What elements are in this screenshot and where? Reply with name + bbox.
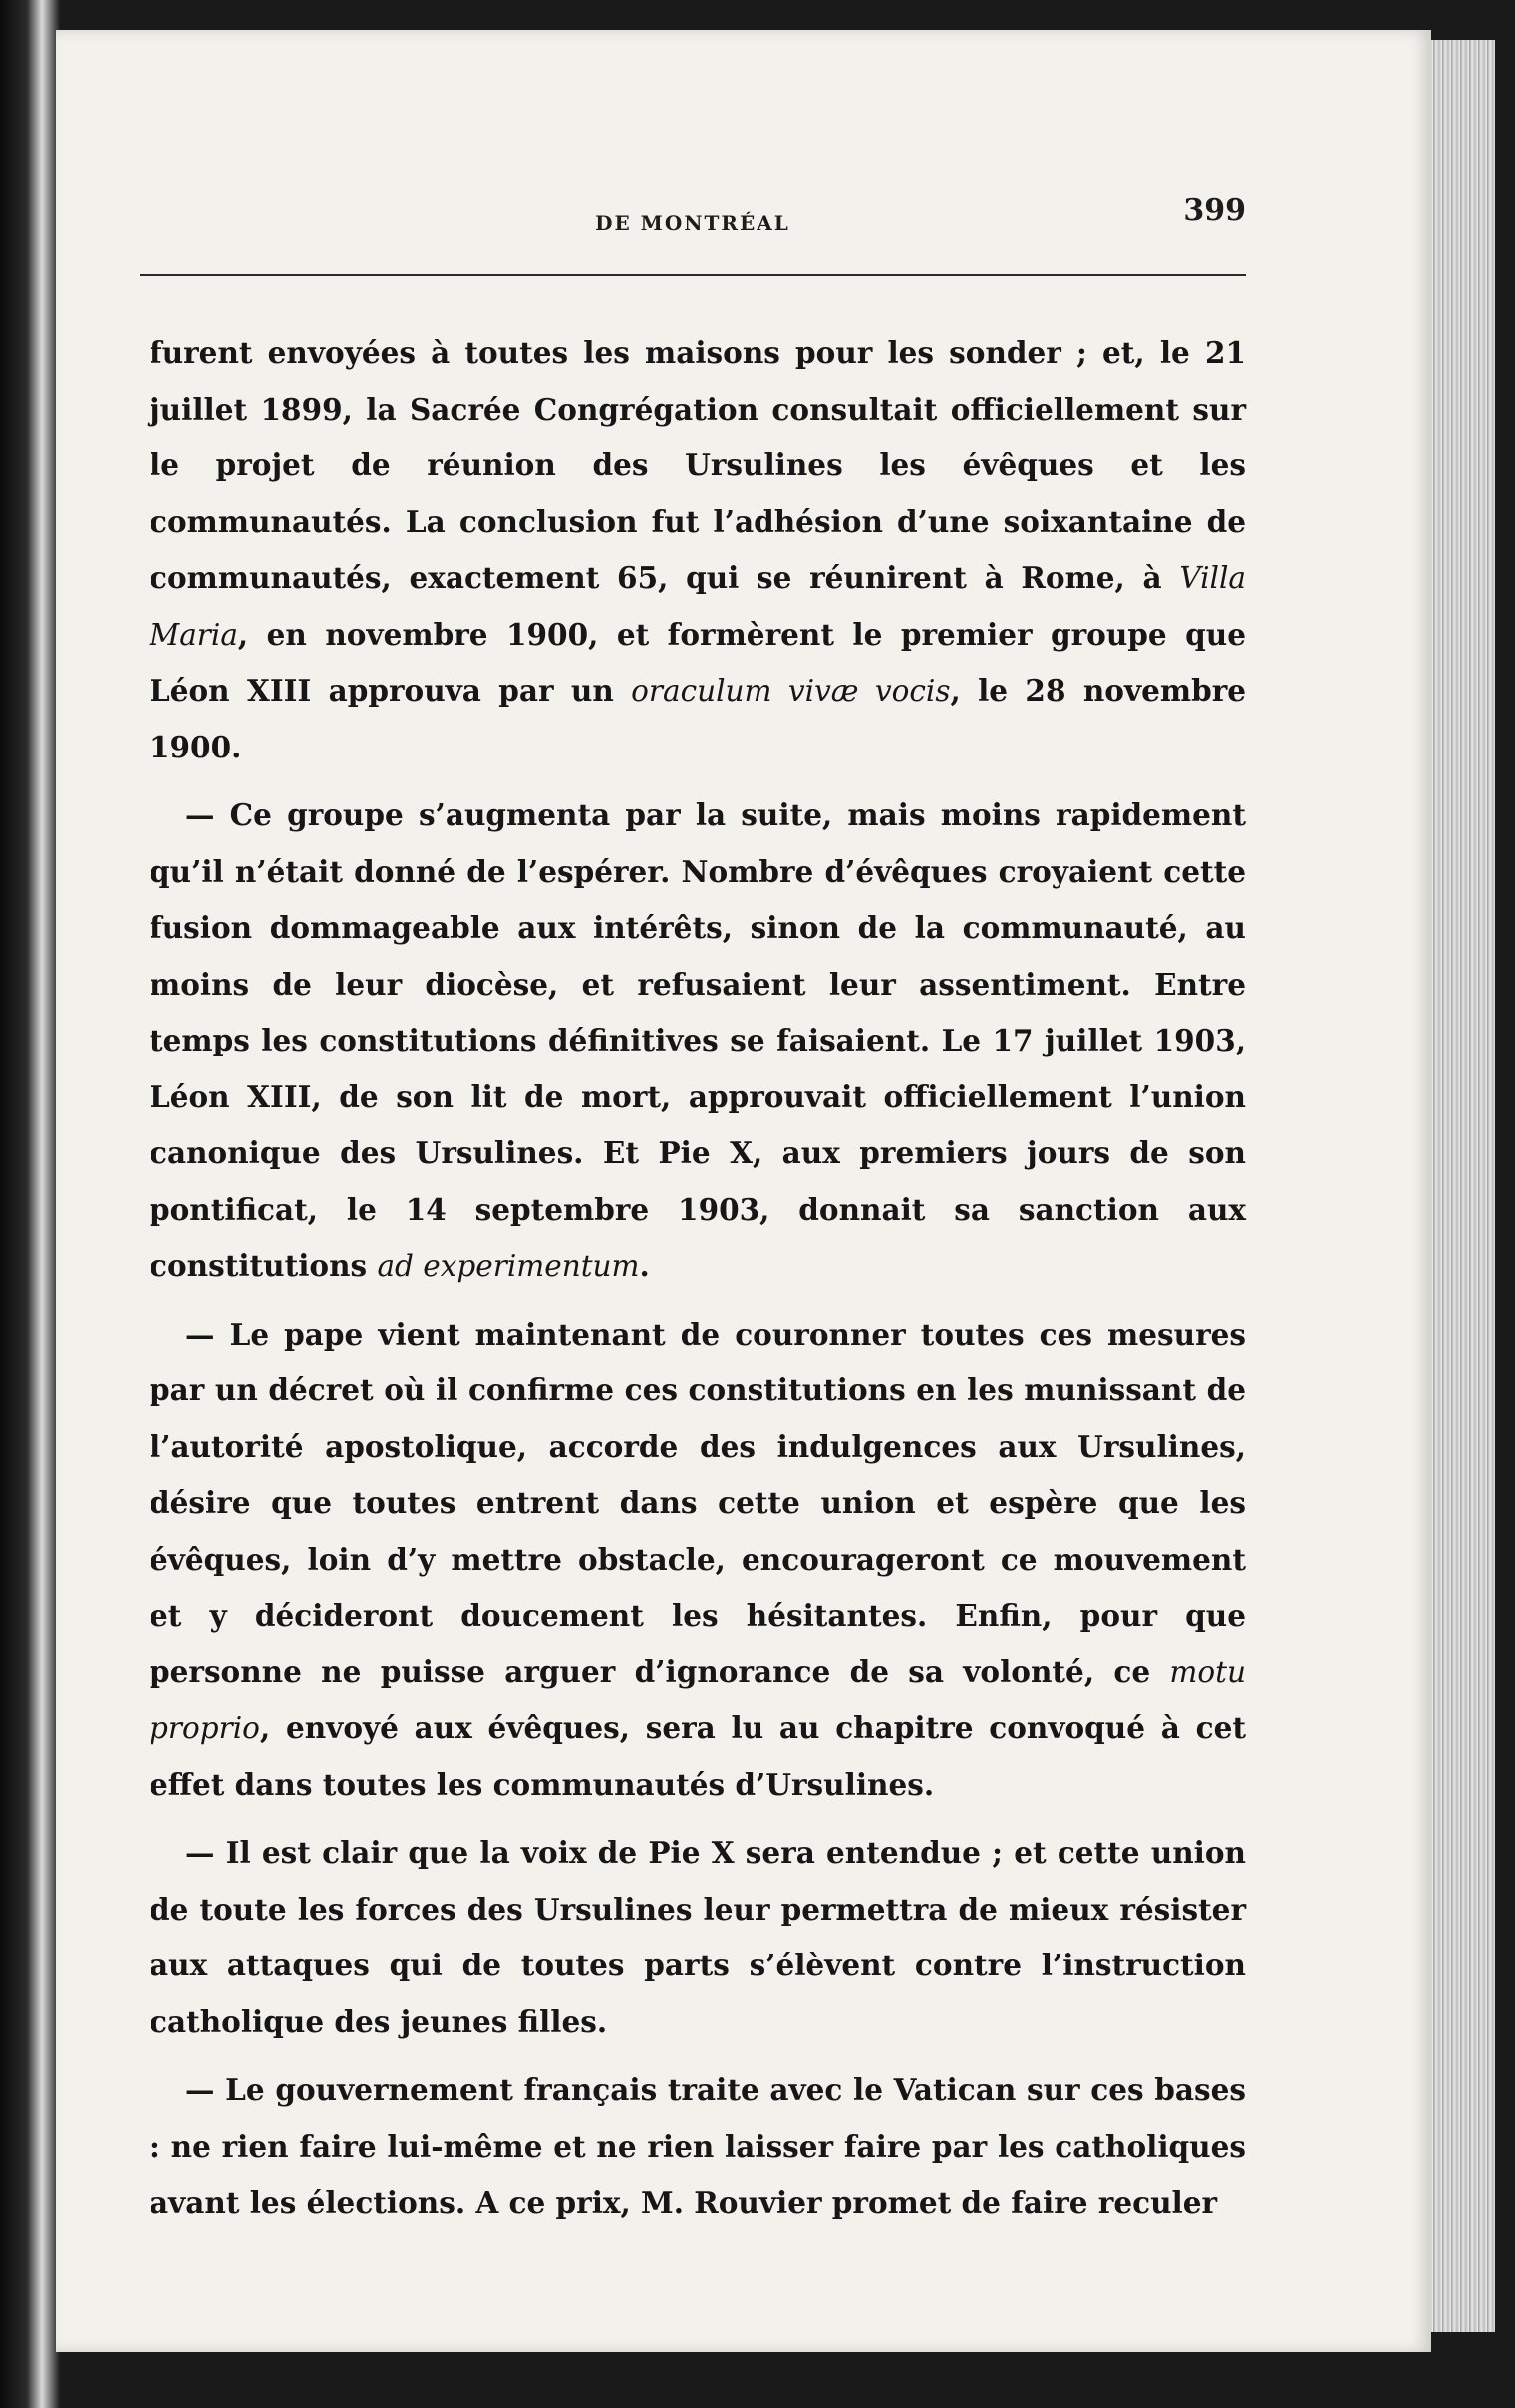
text-run: , envoyé aux évêques, sera lu au chapitre convoqué à cet effet dans toutes les communautés d’Ursulines.: [150, 1710, 1246, 1802]
paragraph: [150, 1307, 1246, 1814]
paragraph: [150, 325, 1246, 775]
paragraph: [150, 1825, 1246, 2050]
paragraph: [150, 787, 1246, 1295]
header-rule: [140, 274, 1246, 276]
text-run: , le 28 novembre 1900.: [150, 673, 1247, 764]
page-number: 399: [1183, 193, 1246, 228]
text-run: , en novembre 1900, et formèrent le premier groupe que Léon XIII approuva par un: [150, 616, 1246, 708]
paragraph: [150, 2062, 1246, 2232]
italic-phrase: oraculum vivæ vocis: [631, 674, 951, 708]
italic-phrase: ad experimentum: [377, 1249, 640, 1283]
text-run: .: [639, 1248, 650, 1283]
italic-phrase: motu proprio: [150, 1655, 1246, 1745]
text-run: — Le pape vient maintenant de couronner toutes ces mesures par un décret où il confirme ces constitutions en les munissant de l’autorité apostolique, accorde des indulgences aux Ursulines, désire que toutes entrent dans cette union et espère que les évêques, loin d’y mettre obstacle, encourageront ce mouvement et y décideront doucement les hésitantes. Enfin, pour que personne ne puisse arguer d’ignorance de sa volonté, ce: [150, 1316, 1246, 1689]
scan-left-edge: [0, 0, 60, 2408]
italic-phrase: Villa Maria: [150, 561, 1246, 652]
text-run: furent envoyées à toutes les maisons pour les sonder ; et, le 21 juillet 1899, la Sacrée Congrégation consultait officiellement sur le projet de réunion des Ursulines les évêques et les communautés. La conclusion fut l’adhésion d’une soixantaine de communautés, exactement 65, qui se réunirent à Rome, à: [150, 335, 1246, 595]
text-run: — Le gouvernement français traite avec le Vatican sur ces bases : ne rien faire lui-même et ne rien laisser faire par les catholiques avant les élections. A ce prix, M. Rouvier promet de faire reculer: [150, 2072, 1246, 2220]
page-header: [140, 193, 1246, 249]
text-run: — Il est clair que la voix de Pie X sera entendue ; et cette union de toute les forces des Ursulines leur permettra de mieux résister aux attaques qui de toutes parts s’élèvent contre l’instruction catholique des jeunes filles.: [150, 1835, 1246, 2039]
text-run: — Ce groupe s’augmenta par la suite, mais moins rapidement qu’il n’était donné de l’espérer. Nombre d’évêques croyaient cette fusion dommageable aux intérêts, sinon de la communauté, au moins de leur diocèse, et refusaient leur assentiment. Entre temps les constitutions définitives se faisaient. Le 17 juillet 1903, Léon XIII, de son lit de mort, approuvait officiellement l’union canonique des Ursulines. Et Pie X, aux premiers jours de son pontificat, le 14 septembre 1903, donnait sa sanction aux constitutions: [150, 797, 1246, 1283]
body-text: [150, 325, 1246, 2232]
running-head: DE MONTRÉAL: [595, 211, 790, 235]
